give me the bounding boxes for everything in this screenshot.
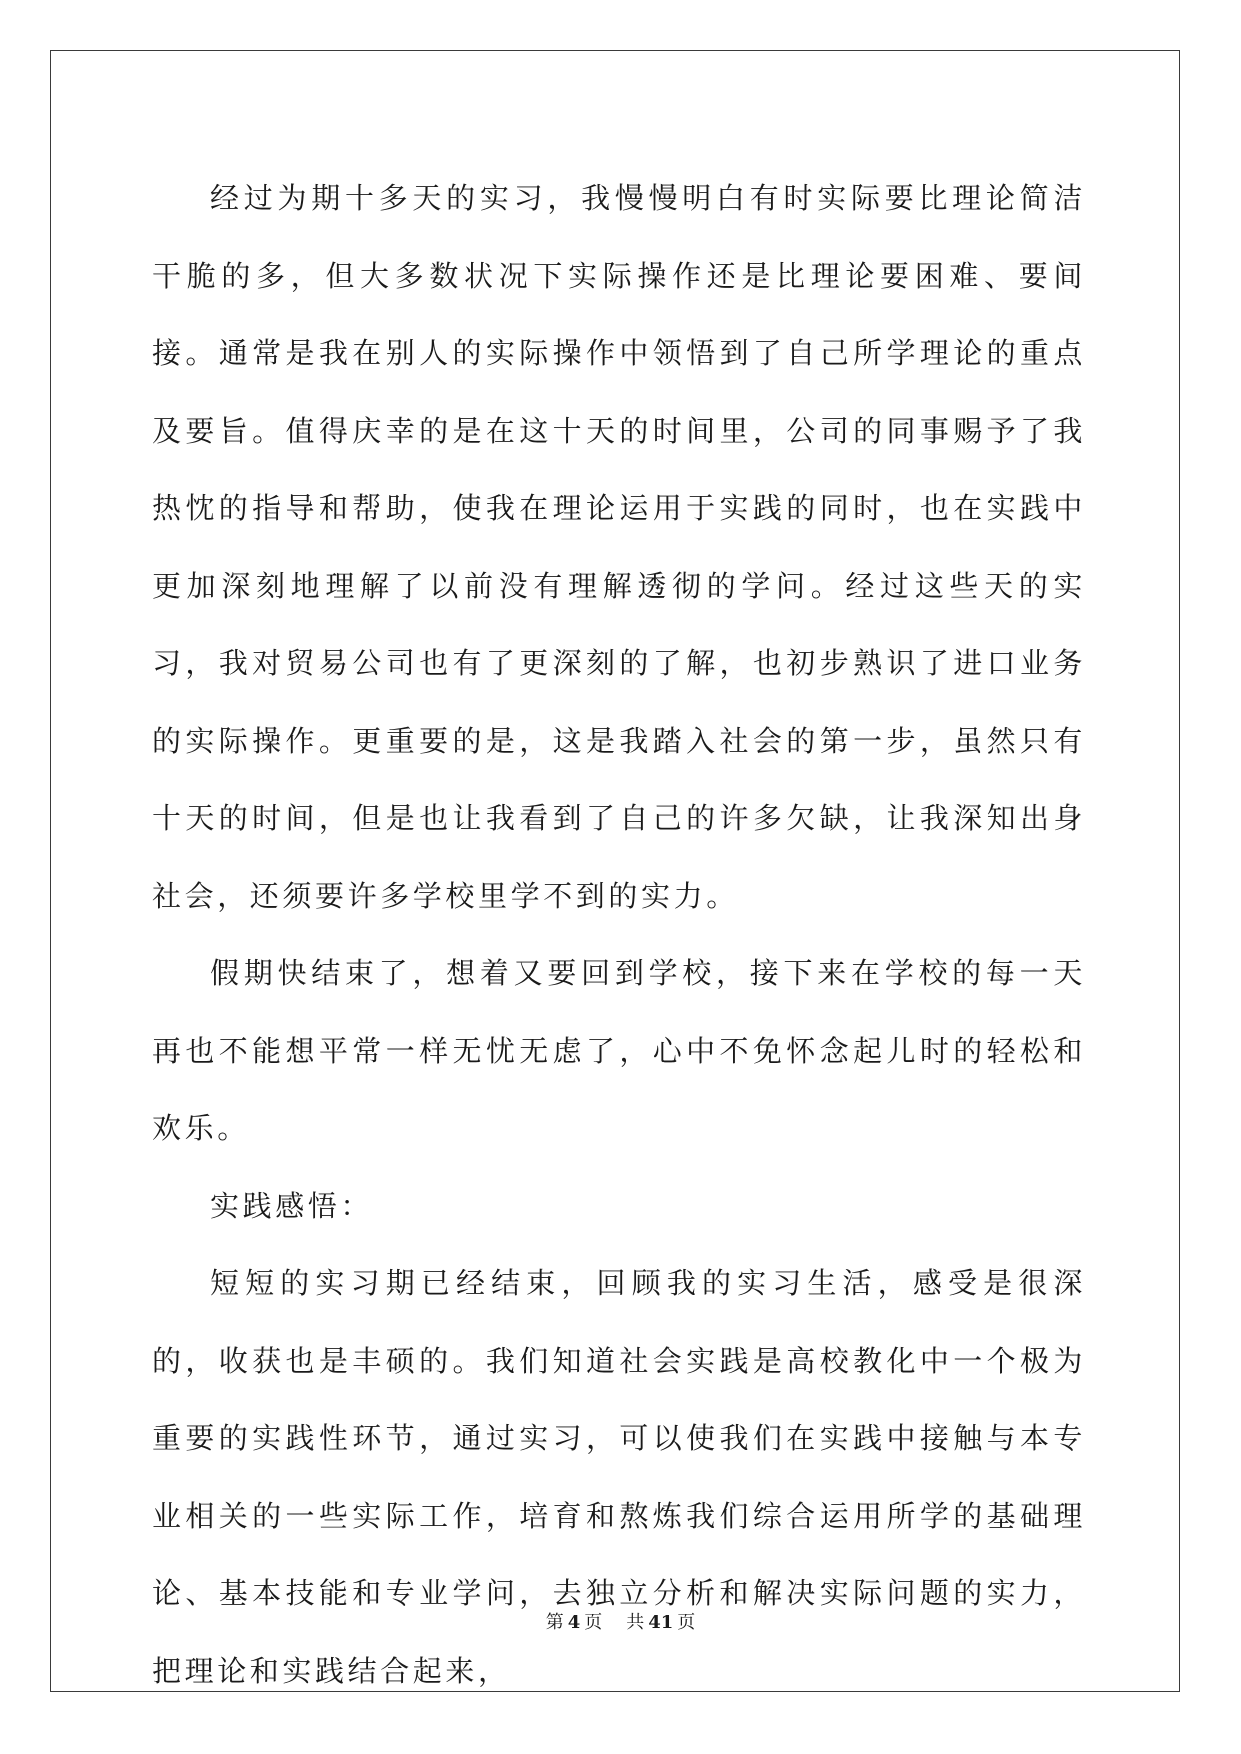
total-suffix: 页 [677,1612,696,1633]
document-body [152,160,1086,1710]
total-prefix: 共 [626,1612,645,1633]
paragraph: 经过为期十多天的实习，我慢慢明白有时实际要比理论简洁干脆的多，但大多数状况下实际操作还是比理论要困难、要间接。通常是我在别人的实际操作中领悟到了自己所学理论的重点及要旨。值得庆幸的是在这十天的时间里，公司的同事赐予了我热忱的指导和帮助，使我在理论运用于实践的同时，也在实践中更加深刻地理解了以前没有理解透彻的学问。经过这些天的实习，我对贸易公司也有了更深刻的了解，也初步熟识了进口业务的实际操作。更重要的是，这是我踏入社会的第一步，虽然只有十天的时间，但是也让我看到了自己的许多欠缺，让我深知出身社会，还须要许多学校里学不到的实力。 [152,181,1086,913]
total-pages: 41 [648,1612,674,1633]
page-number: 4 [567,1612,581,1633]
page-suffix: 页 [584,1612,603,1633]
paragraph: 假期快结束了，想着又要回到学校，接下来在学校的每一天再也不能想平常一样无忧无虑了，心中不免怀念起儿时的轻松和欢乐。 [152,956,1086,1145]
page-prefix: 第 [545,1612,564,1633]
paragraph: 短短的实习期已经结束，回顾我的实习生活，感受是很深的，收获也是丰硕的。我们知道社会实践是高校教化中一个极为重要的实践性环节，通过实习，可以使我们在实践中接触与本专业相关的一些实际工作，培育和熬炼我们综合运用所学的基础理论、基本技能和专业学问，去独立分析和解决实际问题的实力，把理论和实践结合起来， [152,1266,1086,1688]
section-heading: 实践感悟： [210,1188,374,1223]
page-footer [0,1611,1241,1635]
